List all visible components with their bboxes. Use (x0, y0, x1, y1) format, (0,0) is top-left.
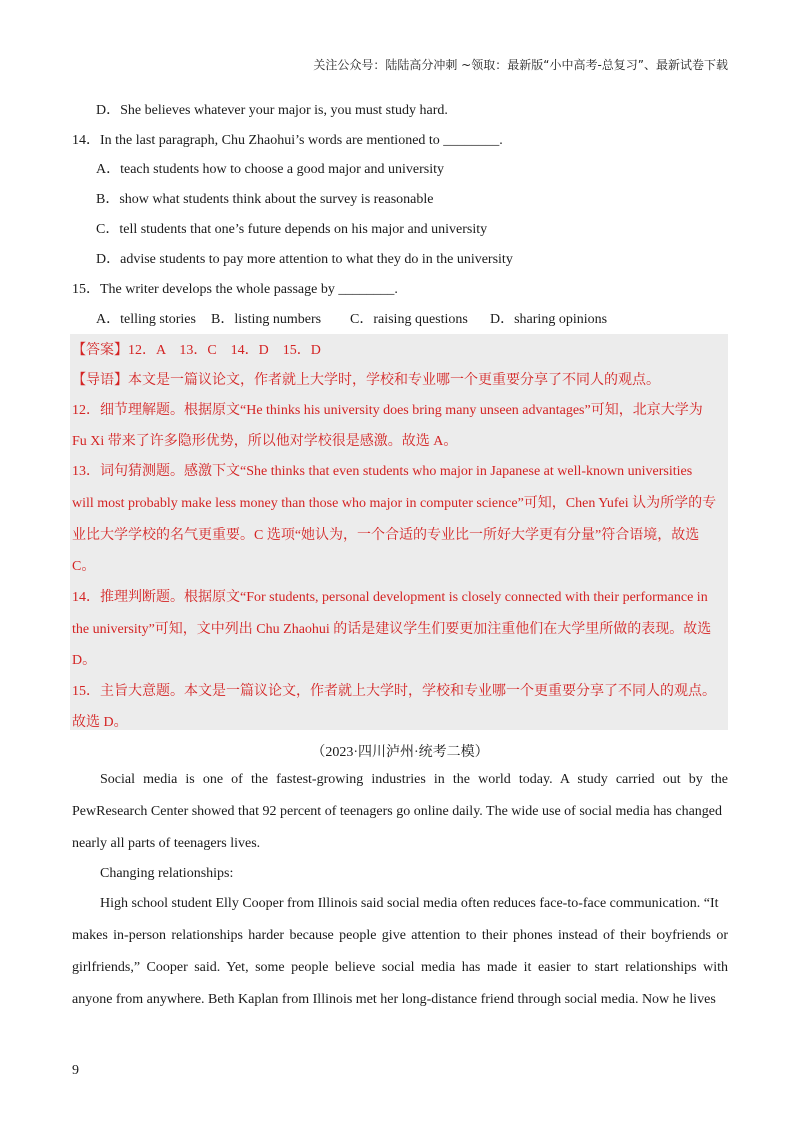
answer-key: 【答案】12．A 13．C 14．D 15．D (72, 343, 321, 358)
explanation-13-line4: C。 (72, 559, 96, 574)
explanation-13-line3: 业比大学学校的名气更重要。C 选项“她认为，一个合适的专业比一所好大学更有分量”符合语境，故选 (72, 528, 700, 543)
explanation-12-line1: 12．细节理解题。根据原文“He thinks his university does bring many unseen advantages”可知，北京大学为 (72, 403, 703, 418)
passage-subheading: Changing relationships: (100, 866, 234, 881)
passage-p1-line3: nearly all parts of teenagers lives. (72, 836, 261, 851)
passage-p3-line2: makes in-person relationships harder because people give attention to their phones instead of their boyfriends or (72, 928, 728, 943)
explanation-13-line2: will most probably make less money than those who major in computer science”可知，Chen Yufei 认为所学的专 (72, 496, 717, 511)
q15-option-d: D．sharing opinions (490, 312, 608, 327)
q14-stem: 14．In the last paragraph, Chu Zhaohui’s words are mentioned to ________. (72, 133, 503, 148)
answer-guide: 【导语】本文是一篇议论文，作者就上大学时，学校和专业哪一个更重要分享了不同人的观点。 (72, 373, 660, 388)
q14-option-b: B．show what students think about the survey is reasonable (96, 192, 434, 207)
explanation-14-line2: the university”可知，文中列出 Chu Zhaohui 的话是建议学生们要更加注重他们在大学里所做的表现。故选 (72, 622, 712, 637)
passage-p3-line1: High school student Elly Cooper from Illinois said social media often reduces face-to-face communication. “It (100, 896, 719, 911)
page-number: 9 (72, 1063, 79, 1078)
passage-source: （2023·四川泸州·统考二模） (311, 745, 489, 760)
explanation-13-line1: 13．词句猜测题。感激下文“She thinks that even students who major in Japanese at well-known universities (72, 464, 693, 479)
explanation-12-line2: Fu Xi 带来了许多隐形优势，所以他对学校很是感激。故选 A。 (72, 434, 458, 449)
q15-option-c: C．raising questions (350, 312, 468, 327)
explanation-14-line1: 14．推理判断题。根据原文“For students, personal development is closely connected with their performance in (72, 590, 708, 605)
explanation-15-line2: 故选 D。 (72, 715, 128, 730)
passage-p1-line1: Social media is one of the fastest-growing industries in the world today. A study carried out by the (100, 772, 728, 787)
q13-option-d: D．She believes whatever your major is, you must study hard. (96, 103, 448, 118)
q15-option-b: B．listing numbers (211, 312, 322, 327)
passage-p1-line2: PewResearch Center showed that 92 percent of teenagers go online daily. The wide use of social media has changed (72, 804, 723, 819)
explanation-14-line3: D。 (72, 653, 97, 668)
q15-stem: 15．The writer develops the whole passage by ________. (72, 282, 398, 297)
q15-option-a: A．telling stories (96, 312, 196, 327)
explanation-15-line1: 15．主旨大意题。本文是一篇议论文，作者就上大学时，学校和专业哪一个更重要分享了不同人的观点。 (72, 684, 716, 699)
passage-p3-line3: girlfriends,” Cooper said. Yet, some people believe social media has made it easier to start relationships with (72, 960, 728, 975)
q14-option-a: A．teach students how to choose a good major and university (96, 162, 444, 177)
page-header: 关注公众号：陆陆高分冲刺 ~领取：最新版“小中高考-总复习”、最新试卷下载 (313, 58, 728, 72)
q14-option-c: C．tell students that one’s future depends on his major and university (96, 222, 488, 237)
passage-p3-line4: anyone from anywhere. Beth Kaplan from Illinois met her long-distance friend through social media. Now he lives (72, 992, 716, 1007)
q14-option-d: D．advise students to pay more attention to what they do in the university (96, 252, 513, 267)
